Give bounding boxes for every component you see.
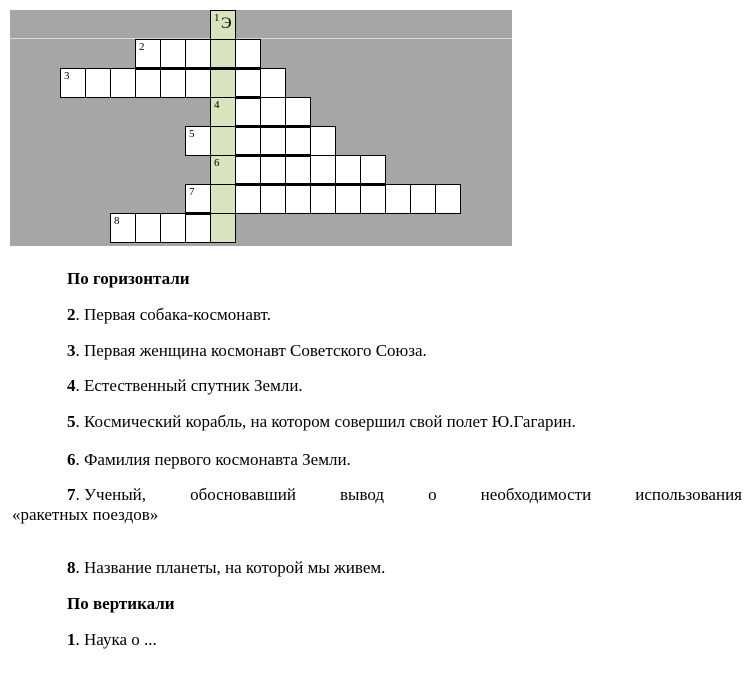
- clue-text: . Космический корабль, на котором совершил свой полет Ю.Гагарин.: [75, 412, 576, 431]
- clue-text: . Наука о ...: [75, 630, 157, 649]
- clue-down-1: [67, 630, 157, 650]
- cell-number: 8: [114, 215, 120, 227]
- cell-letter: Э: [221, 15, 232, 32]
- cell-number: 5: [189, 128, 195, 140]
- clue-across-5: [67, 412, 576, 432]
- clue-text: . Первая собака-космонавт.: [75, 305, 271, 324]
- cell-number: 2: [139, 41, 145, 53]
- clue-across-2: [67, 305, 271, 325]
- across-heading: По горизонтали: [67, 269, 190, 288]
- clue-number: 2: [67, 305, 76, 324]
- clue-text: . Название планеты, на которой мы живем.: [75, 558, 386, 577]
- clue-word-4: о: [428, 485, 437, 504]
- clue-word-3: вывод: [340, 485, 385, 504]
- cell-number: 3: [64, 70, 70, 82]
- cell-number: 1: [214, 12, 220, 24]
- clue-across-4: [67, 376, 303, 396]
- clue-number: 3: [67, 341, 76, 360]
- clue-text: . Фамилия первого космонавта Земли.: [75, 450, 351, 469]
- clue-number: 8: [67, 558, 76, 577]
- clue-across-7: [12, 485, 742, 525]
- clue-word-6: использования: [635, 485, 742, 504]
- clue-word-1: 7. Ученый,: [67, 485, 146, 504]
- clue-word-5: необходимости: [480, 485, 592, 504]
- cell-number: 7: [189, 186, 195, 198]
- cell-number: 6: [214, 157, 220, 169]
- clue-number: 1: [67, 630, 76, 649]
- clue-across-6: [67, 450, 351, 470]
- clue-word-2: обосновавший: [190, 485, 296, 504]
- clue-across-8: [67, 558, 385, 578]
- clue-text: . Первая женщина космонавт Советского Союза.: [75, 341, 427, 360]
- clue-second-line: «ракетных поездов»: [12, 505, 159, 524]
- clue-number: 5: [67, 412, 76, 431]
- clue-number: 4: [67, 376, 76, 395]
- clue-across-3: [67, 341, 427, 361]
- down-heading: По вертикали: [67, 594, 175, 613]
- clue-first-line: [67, 485, 742, 505]
- clue-text: . Естественный спутник Земли.: [75, 376, 303, 395]
- clue-number: 7: [67, 485, 76, 504]
- cell-number: 4: [214, 99, 220, 111]
- clue-number: 6: [67, 450, 76, 469]
